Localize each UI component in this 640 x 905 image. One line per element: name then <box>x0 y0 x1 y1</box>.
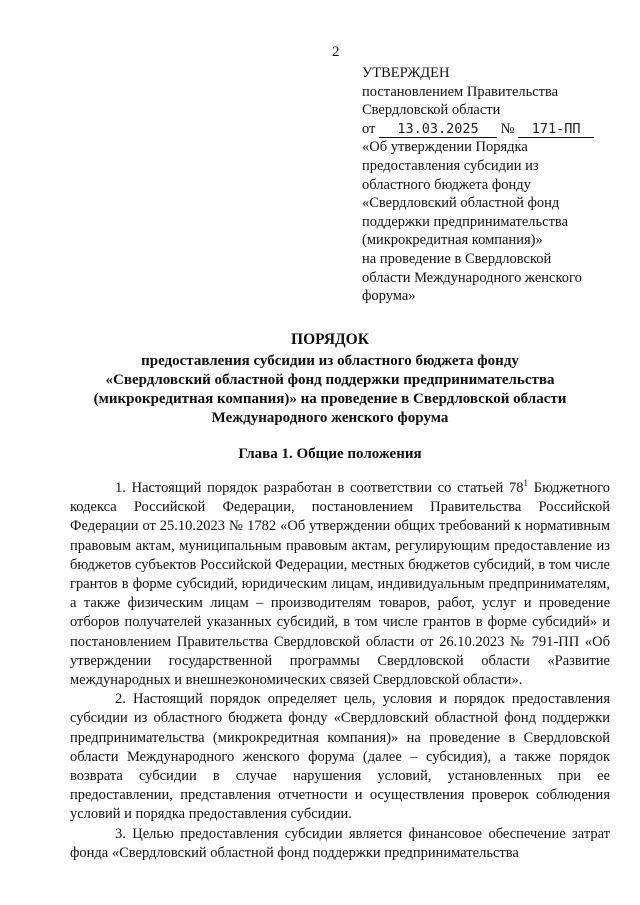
paragraph-1-start: 1. Настоящий порядок разработан в соответствии со статьей 78 <box>115 480 524 496</box>
date-prefix: от <box>362 120 376 137</box>
approval-subject-line: (микрокредитная компания)» <box>362 232 543 249</box>
approval-subject-line: области Международного женского <box>362 269 582 286</box>
approval-block <box>362 64 622 306</box>
title-line: предоставления субсидии из областного бюджета фонду <box>141 353 519 369</box>
approval-subject-line: областного бюджета фонду <box>362 176 531 193</box>
number-prefix: № <box>500 120 515 137</box>
approval-subject-line: «Свердловский областной фонд <box>362 195 560 212</box>
page-number: 2 <box>332 44 340 60</box>
approval-subject-line: форума» <box>362 288 416 305</box>
approval-subject-line: поддержки предпринимательства <box>362 213 569 230</box>
paragraph-3: 3. Целью предоставления субсидии является финансовое обеспечение затрат фонда «Свердловский областной фонд поддержки предпринимательства <box>70 825 610 861</box>
document-title <box>70 330 590 428</box>
paragraph-2: 2. Настоящий порядок определяет цель, условия и порядок предоставления субсидии из областного бюджета фонду «Свердловский областной фонд поддержки предпринимательства (микрокредитная компания)» на проведение в Свердловской области Международного женского форума (далее – субсидия), а также порядок возврата субсидии в случае нарушения условий, установленных при ее предоставлении, представления отчетности и осуществления проверок соблюдения условий и порядка предоставления субсидии. <box>70 691 610 823</box>
approval-number: 171-ПП <box>518 121 594 138</box>
paragraph-1-rest: Бюджетного кодекса Российской Федерации, постановлением Правительства Российской Федерации от 25.10.2023 № 1782 «Об утверждении общих требований к нормативным правовым актам, муниципальным правовым актам, регулирующим предоставление из бюджетов субъектов Российской Федерации, местных бюджетов субсидий, в том числе грантов в форме субсидий, юридическим лицам, индивидуальным предпринимателям, а также физическим лицам – производителям товаров, работ, услуг и проведение отборов получателей указанных субсидий, в том числе грантов в форме субсидий» и постановлением Правительства Свердловской области от 26.10.2023 № 791-ПП «Об утверждении государственной программы Свердловской области «Развитие международных и внешнеэкономических связей Свердловской области». <box>70 480 611 689</box>
approval-line: Свердловской области <box>362 102 501 119</box>
approval-date: 13.03.2025 <box>379 121 497 138</box>
title-line: «Свердловский областной фонд поддержки предпринимательства <box>105 372 555 388</box>
title-heading: ПОРЯДОК <box>291 331 369 348</box>
approval-subject-line: предоставления субсидии из <box>362 157 539 174</box>
approval-subject-line: «Об утверждении Порядка <box>362 139 528 156</box>
title-line: Международного женского форума <box>211 410 449 426</box>
approval-line: постановлением Правительства <box>362 83 559 100</box>
chapter-title: Глава 1. Общие положения <box>238 446 422 462</box>
approval-date-line <box>362 120 622 139</box>
title-line: (микрокредитная компания)» на проведение в Свердловской области <box>93 391 567 407</box>
paragraph-1 <box>70 479 610 690</box>
approval-heading: УТВЕРЖДЕН <box>362 65 450 81</box>
superscript: 1 <box>523 478 529 489</box>
approval-subject-line: на проведение в Свердловской <box>362 250 552 267</box>
document-body <box>70 479 610 863</box>
